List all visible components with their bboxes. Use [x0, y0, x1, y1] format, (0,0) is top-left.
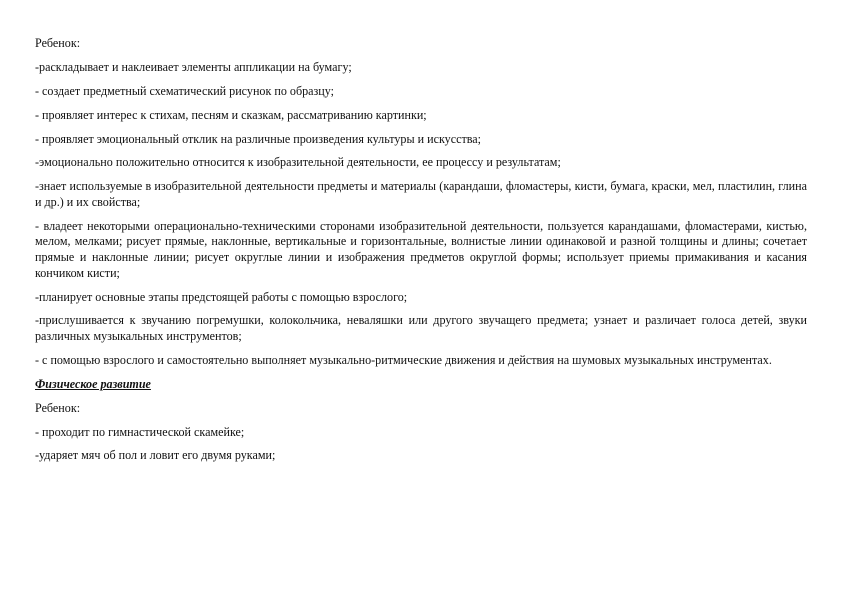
- child-label: Ребенок:: [35, 36, 81, 50]
- list-item: - создает предметный схематический рисунок по образцу;: [35, 83, 335, 98]
- list-item: -ударяет мяч об пол и ловит его двумя руками;: [35, 448, 276, 463]
- document-page: [35, 36, 807, 472]
- list-item: - владеет некоторыми операционально-техническими сторонами изобразительной деятельности, пользуется карандашами, фломастерами, кистью, мелом, мелками; рисует прямые, наклонные, вертикальные и горизонтальные, волнистые линии одинаковой и разной толщины и длины; сочетает прямые и наклонные линии; рисует округлые линии и изображения предметов округлой формы; использует приемы примакивания и касания кончиком кисти;: [35, 218, 807, 280]
- list-item: -знает используемые в изобразительной деятельности предметы и материалы (карандаши, фломастеры, кисти, бумага, краски, мел, пластилин, глина и др.) и их свойства;: [35, 179, 807, 209]
- list-item: - проявляет интерес к стихам, песням и сказкам, рассматриванию картинки;: [35, 107, 427, 122]
- list-item: -прислушивается к звучанию погремушки, колокольчика, неваляшки или другого звучащего предмета; узнает и различает голоса детей, звуки различных музыкальных инструментов;: [35, 313, 807, 343]
- list-item: -эмоционально положительно относится к изобразительной деятельности, ее процессу и результатам;: [35, 155, 561, 170]
- list-item: - проходит по гимнастической скамейке;: [35, 424, 245, 439]
- list-item: -раскладывает и наклеивает элементы аппликации на бумагу;: [35, 59, 352, 74]
- section-heading: Физическое развитие: [35, 376, 151, 391]
- list-item: - проявляет эмоциональный отклик на различные произведения культуры и искусства;: [35, 131, 482, 146]
- list-item: -планирует основные этапы предстоящей работы с помощью взрослого;: [35, 289, 408, 304]
- list-item: - с помощью взрослого и самостоятельно выполняет музыкально-ритмические движения и действия на шумовых музыкальных инструментах.: [35, 352, 772, 367]
- child-label: Ребенок:: [35, 400, 81, 415]
